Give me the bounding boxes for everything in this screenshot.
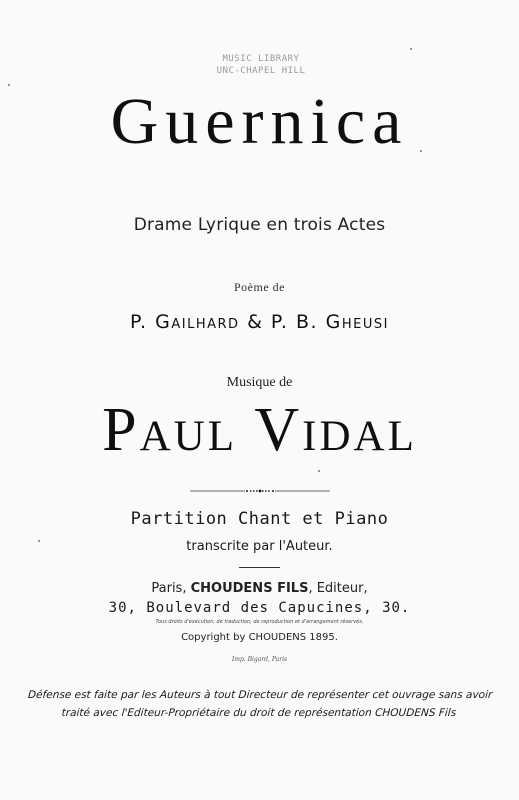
work-title: Guernica xyxy=(110,85,409,158)
music-by-label: Musique de xyxy=(226,375,293,390)
ornament-divider xyxy=(190,488,330,494)
copyright-line: Copyright by CHOUDENS 1895. xyxy=(181,632,338,643)
work-subtitle: Drame Lyrique en trois Actes xyxy=(133,215,386,235)
publisher-name: CHOUDENS FILS xyxy=(190,581,309,596)
stamp-line-1: MUSIC LIBRARY xyxy=(222,54,300,64)
publisher-address: 30, Boulevard des Capucines, 30. xyxy=(108,600,411,616)
edition-line-1: Partition Chant et Piano xyxy=(130,509,389,529)
paper-speck xyxy=(8,84,10,86)
performance-notice xyxy=(0,686,519,722)
paper-speck xyxy=(318,470,320,472)
stamp-line-2: UNC-CHAPEL HILL xyxy=(216,66,306,76)
composer-name: Paul Vidal xyxy=(102,396,417,464)
paper-speck xyxy=(410,48,412,50)
publisher-city: Paris, xyxy=(151,581,187,596)
paper-speck xyxy=(38,540,40,542)
edition-line-2: transcrite par l'Auteur. xyxy=(186,539,333,554)
performance-notice-line-1: Défense est faite par les Auteurs à tout Directeur de représenter cet ouvrage sans avoir xyxy=(27,689,493,701)
printer-credit: Imp. Bigard, Paris xyxy=(231,656,288,663)
library-stamp xyxy=(196,53,326,77)
publisher-line xyxy=(0,580,519,597)
poem-by-label: Poème de xyxy=(234,280,285,294)
rights-notice: Tous droits d'exécution, de traduction, de reproduction et d'arrangement réservés. xyxy=(155,619,364,625)
paper-speck xyxy=(420,150,422,152)
publisher-role: , Editeur, xyxy=(308,581,368,596)
short-divider xyxy=(239,567,280,568)
librettists: P. Gailhard & P. B. Gheusi xyxy=(130,311,389,333)
performance-notice-line-2: traité avec l'Editeur-Propriétaire du droit de représentation CHOUDENS Fils xyxy=(61,707,457,719)
